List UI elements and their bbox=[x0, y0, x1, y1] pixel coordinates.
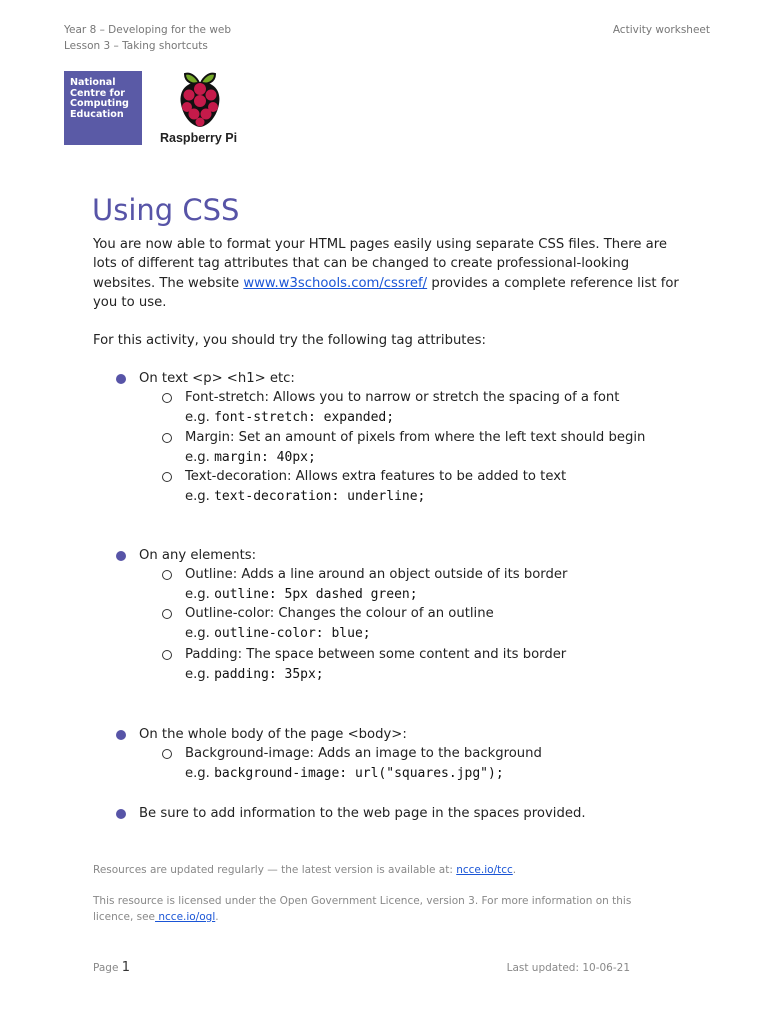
attribute-example bbox=[185, 665, 566, 685]
circle-bullet-icon bbox=[162, 472, 172, 482]
raspberry-pi-wordmark: Raspberry Pi bbox=[160, 131, 238, 145]
w3schools-link[interactable]: www.w3schools.com/cssref/ bbox=[243, 275, 428, 291]
attribute-example bbox=[185, 408, 619, 428]
circle-bullet-icon bbox=[162, 749, 172, 759]
bullet-dot-icon bbox=[116, 551, 126, 561]
resources-text: Resources are updated regularly — the latest version is available at: bbox=[93, 864, 457, 876]
ncce-ogl-link[interactable]: ncce.io/ogl bbox=[155, 911, 216, 923]
example-prefix: e.g. bbox=[185, 625, 215, 641]
bullet-heading: On text <p> <h1> etc: bbox=[139, 371, 295, 386]
bullet-dot-icon bbox=[116, 374, 126, 384]
attribute-description: Margin: Set an amount of pixels from where the left text should begin bbox=[185, 430, 646, 445]
example-code: background-image: url("squares.jpg"); bbox=[214, 765, 504, 781]
attribute-example bbox=[185, 487, 566, 507]
bullet-heading: On any elements: bbox=[139, 548, 257, 563]
ncce-logo-line: Centre for bbox=[70, 87, 126, 99]
example-code: outline-color: blue; bbox=[214, 625, 371, 641]
ncce-logo-line: Computing bbox=[70, 98, 129, 110]
header-lesson: Lesson 3 – Taking shortcuts bbox=[64, 40, 208, 52]
page-title: Using CSS bbox=[92, 193, 240, 227]
last-updated: Last updated: 10-06-21 bbox=[506, 962, 630, 974]
circle-bullet-icon bbox=[162, 570, 172, 580]
page-number bbox=[93, 960, 130, 975]
example-code: text-decoration: underline; bbox=[214, 488, 426, 504]
page-label: Page bbox=[93, 962, 122, 974]
activity-intro: For this activity, you should try the following tag attributes: bbox=[93, 333, 486, 348]
example-code: font-stretch: expanded; bbox=[214, 409, 395, 425]
raspberry-pi-logo-icon bbox=[175, 70, 225, 130]
attribute-description: Font-stretch: Allows you to narrow or stretch the spacing of a font bbox=[185, 390, 620, 405]
header-doc-type: Activity worksheet bbox=[612, 24, 710, 36]
example-code: margin: 40px; bbox=[214, 449, 316, 465]
circle-bullet-icon bbox=[162, 609, 172, 619]
bullet-dot-icon bbox=[116, 730, 126, 740]
example-prefix: e.g. bbox=[185, 666, 215, 682]
circle-bullet-icon bbox=[162, 433, 172, 443]
ncce-logo-line: National bbox=[70, 77, 116, 88]
header-course: Year 8 – Developing for the web bbox=[64, 24, 232, 36]
attribute-example bbox=[185, 585, 567, 605]
attribute-example bbox=[185, 764, 542, 784]
ncce-logo bbox=[64, 71, 142, 145]
intro-text-end: provides a complete reference list for you to use. bbox=[93, 275, 679, 311]
example-prefix: e.g. bbox=[185, 409, 215, 425]
example-prefix: e.g. bbox=[185, 586, 215, 602]
licence-text: This resource is licensed under the Open Government Licence, version 3. For more information on this licence, see bbox=[93, 895, 632, 923]
intro-text: You are now able to format your HTML pages easily using separate CSS files. There are lots of different tag attributes that can be changed to create professional-looking websites. The website bbox=[93, 237, 668, 291]
bullet-heading: On the whole body of the page <body>: bbox=[139, 727, 407, 742]
intro-paragraph bbox=[93, 235, 683, 313]
example-code: outline: 5px dashed green; bbox=[214, 586, 418, 602]
resources-note bbox=[93, 862, 516, 878]
ncce-logo-line: Education bbox=[70, 108, 124, 120]
licence-note bbox=[93, 893, 653, 925]
example-prefix: e.g. bbox=[185, 488, 215, 504]
circle-bullet-icon bbox=[162, 393, 172, 403]
attribute-description: Text-decoration: Allows extra features to be added to text bbox=[185, 469, 567, 484]
licence-end: . bbox=[215, 911, 219, 923]
attribute-description: Padding: The space between some content and its border bbox=[185, 647, 567, 662]
attribute-description: Background-image: Adds an image to the background bbox=[185, 746, 542, 761]
resources-end: . bbox=[512, 864, 517, 876]
attribute-description: Outline: Adds a line around an object outside of its border bbox=[185, 567, 568, 582]
example-prefix: e.g. bbox=[185, 449, 215, 465]
bullet-dot-icon bbox=[116, 809, 126, 819]
page-number-value: 1 bbox=[121, 960, 131, 975]
attribute-description: Outline-color: Changes the colour of an outline bbox=[185, 606, 494, 621]
header-course-info bbox=[64, 22, 231, 54]
circle-bullet-icon bbox=[162, 650, 172, 660]
ncce-tcc-link[interactable]: ncce.io/tcc bbox=[456, 864, 513, 876]
attribute-example bbox=[185, 624, 494, 644]
example-prefix: e.g. bbox=[185, 765, 215, 781]
raspberry-pi-logo bbox=[158, 70, 242, 150]
attribute-example bbox=[185, 448, 645, 468]
example-code: padding: 35px; bbox=[214, 666, 324, 682]
bullet-text: Be sure to add information to the web page in the spaces provided. bbox=[139, 806, 586, 821]
